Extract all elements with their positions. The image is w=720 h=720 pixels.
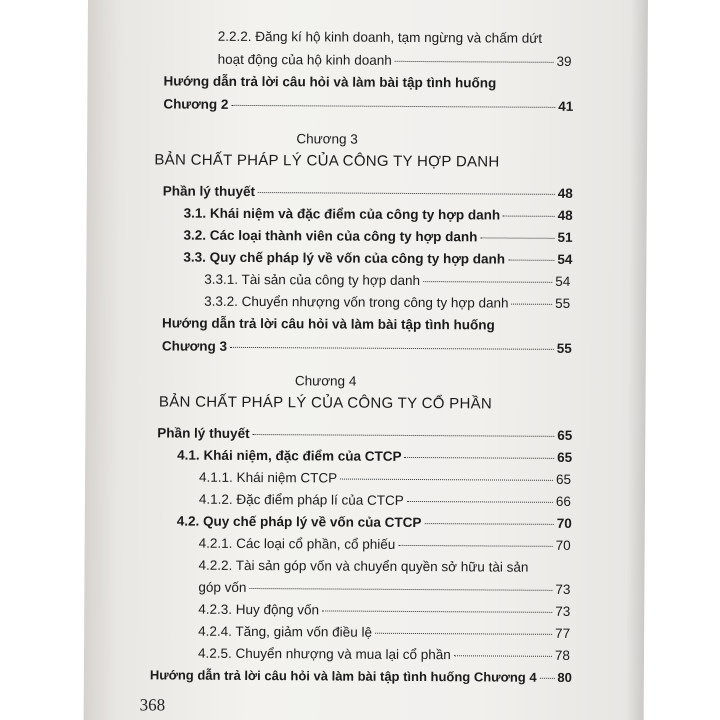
toc-entry-guide-ch2 xyxy=(163,74,496,90)
toc-page-number: 51 xyxy=(557,229,573,245)
toc-entry xyxy=(198,559,528,575)
toc-entry-label: 4.2.2. Tài sản góp vốn và chuyển quyền sở hữu tài sản xyxy=(198,557,529,575)
toc-entry-guide-ch4 xyxy=(150,668,572,684)
toc-entry-label: Chương 2 xyxy=(163,96,229,112)
dot-leader xyxy=(253,434,555,437)
toc-page-number: 39 xyxy=(556,53,572,69)
toc-page-number: 55 xyxy=(556,340,572,356)
toc-entry-label: hoạt động của hộ kinh doanh xyxy=(217,51,392,68)
toc-entry xyxy=(204,273,570,289)
chapter-3-title: BẢN CHẤT PHÁP LÝ CỦA CÔNG TY HỢP DANH xyxy=(154,151,500,171)
toc-page-number: 41 xyxy=(558,98,574,114)
toc-entry-label: 3.3. Quy chế pháp lý về vốn của công ty hợp danh xyxy=(183,249,506,267)
toc-entry-label: 4.2.4. Tăng, giảm vốn điều lệ xyxy=(198,623,373,640)
toc-entry xyxy=(177,515,572,531)
toc-entry xyxy=(198,647,570,663)
toc-entry xyxy=(199,471,571,487)
toc-entry xyxy=(199,537,571,553)
toc-entry-label: Hướng dẫn trả lời câu hỏi và làm bài tập tình huống xyxy=(163,73,497,91)
toc-entry xyxy=(198,625,570,641)
toc-entry-label: Hướng dẫn trả lời câu hỏi và làm bài tập tình huống xyxy=(161,315,495,333)
chapter-3-heading: Chương 3 xyxy=(296,131,358,147)
chapter-4-title: BẢN CHẤT PHÁP LÝ CỦA CÔNG TY CỔ PHẦN xyxy=(158,393,493,413)
toc-entry xyxy=(183,229,572,245)
dot-leader xyxy=(407,501,553,503)
toc-page-number: 73 xyxy=(555,603,571,619)
toc-page-number: 54 xyxy=(555,273,571,289)
toc-entry xyxy=(198,603,570,619)
toc-page-number: 70 xyxy=(556,515,572,531)
toc-page-number: 48 xyxy=(557,207,573,223)
toc-entry-label: 4.1. Khái niệm, đặc điểm của CTCP xyxy=(177,447,402,464)
dot-leader xyxy=(395,61,554,63)
table-of-contents-page xyxy=(83,0,648,720)
toc-page-number: 78 xyxy=(554,647,571,663)
toc-page-number: 65 xyxy=(555,471,572,487)
toc-entry-label: Phần lý thuyết xyxy=(157,425,250,441)
toc-entry-label: góp vốn xyxy=(198,579,247,595)
toc-entry-label: Chương 3 xyxy=(161,338,228,354)
toc-entry-guide-ch3-cont xyxy=(162,339,572,355)
dot-leader xyxy=(398,545,552,547)
toc-entry-label: 3.3.1. Tài sản của công ty hợp danh xyxy=(204,271,421,289)
toc-entry xyxy=(157,426,572,442)
dot-leader xyxy=(230,347,554,350)
toc-entry-label: 4.2.1. Các loại cổ phần, cổ phiếu xyxy=(198,535,396,552)
toc-entry-label: Hướng dẫn trả lời câu hỏi và làm bài tập tình huống Chương 4 xyxy=(149,667,537,685)
toc-page-number: 54 xyxy=(557,251,573,267)
dot-leader xyxy=(231,105,555,108)
toc-page-number: 66 xyxy=(555,493,571,509)
toc-page-number: 55 xyxy=(555,295,571,311)
toc-page-number: 73 xyxy=(555,581,571,597)
dot-leader xyxy=(258,192,555,195)
dot-leader xyxy=(454,655,552,657)
toc-page-number: 65 xyxy=(557,449,573,465)
dot-leader xyxy=(375,633,552,635)
toc-entry-guide-ch2-cont xyxy=(163,97,573,113)
dot-leader xyxy=(423,281,552,283)
toc-entry xyxy=(198,581,570,597)
toc-entry xyxy=(204,295,570,311)
toc-entry-2-2-2-cont xyxy=(218,53,572,69)
toc-entry-label: 3.1. Khái niệm và đặc điểm của công ty hợp danh xyxy=(183,205,501,223)
toc-entry-2-2-2 xyxy=(218,30,542,45)
toc-entry xyxy=(184,207,573,223)
toc-entry xyxy=(163,184,573,200)
toc-entry xyxy=(177,449,572,465)
toc-entry-label: 2.2.2. Đăng kí hộ kinh doanh, tạm ngừng và chấm dứt xyxy=(217,28,543,46)
page-number: 368 xyxy=(139,695,166,715)
toc-page-number: 70 xyxy=(555,537,571,553)
toc-entry xyxy=(199,493,571,509)
dot-leader xyxy=(503,216,555,217)
toc-page-number: 77 xyxy=(555,625,571,641)
toc-entry-label: 4.2.5. Chuyển nhượng và mua lại cổ phần xyxy=(197,645,451,663)
dot-leader xyxy=(508,260,554,261)
dot-leader xyxy=(512,304,553,305)
toc-page-number: 80 xyxy=(557,669,572,685)
dot-leader xyxy=(424,523,553,525)
toc-entry-label: 4.2. Quy chế pháp lý về vốn của CTCP xyxy=(176,513,422,531)
toc-entry-label: 4.2.3. Huy động vốn xyxy=(198,601,320,618)
toc-page-number: 48 xyxy=(557,185,573,201)
toc-entry xyxy=(183,251,572,267)
dot-leader xyxy=(249,588,552,591)
dot-leader xyxy=(340,479,553,481)
toc-entry-guide-ch3 xyxy=(162,316,495,332)
dot-leader xyxy=(480,237,554,238)
toc-entry-label: 3.2. Các loại thành viên của công ty hợp danh xyxy=(183,227,478,245)
dot-leader xyxy=(322,610,552,612)
dot-leader xyxy=(405,457,555,459)
dot-leader xyxy=(540,678,555,679)
toc-page-number: 65 xyxy=(557,427,573,443)
toc-entry-label: 4.1.2. Đặc điểm pháp lí của CTCP xyxy=(198,491,404,508)
toc-entry-label: 4.1.1. Khái niệm CTCP xyxy=(199,469,338,486)
chapter-4-heading: Chương 4 xyxy=(294,373,357,389)
toc-entry-label: 3.3.2. Chuyển nhượng vốn trong công ty hợp danh xyxy=(204,293,509,311)
toc-entry-label: Phần lý thuyết xyxy=(162,183,256,200)
